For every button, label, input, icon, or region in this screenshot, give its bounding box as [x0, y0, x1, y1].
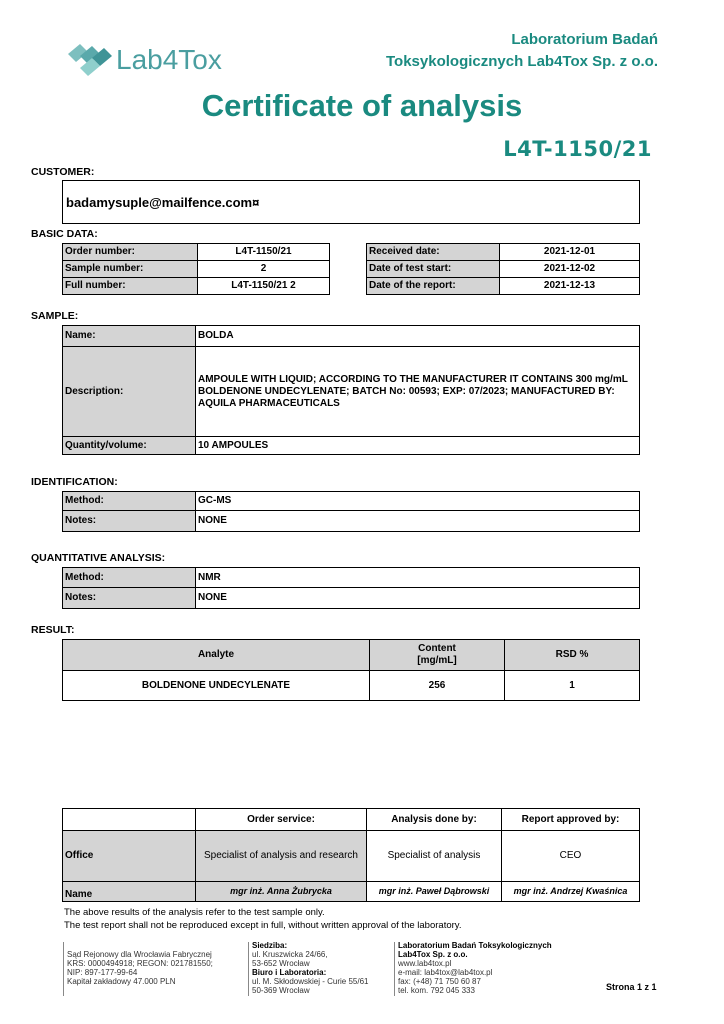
footer-lab-2: Lab4Tox Sp. z o.o. — [398, 950, 468, 959]
lab-name — [386, 29, 658, 73]
sample-description-value: AMPOULE WITH LIQUID; ACCORDING TO THE MANUFACTURER IT CONTAINS 300 mg/mL BOLDENONE UNDECYLENATE; BATCH No: 00593; EXP: 07/2023; MANUFACTURED BY: AQUILA PHARMACEUTICALS — [196, 347, 640, 437]
customer-heading: CUSTOMER: — [31, 166, 95, 178]
footer-court-2: KRS: 0000494918; REGON: 021781550; — [67, 959, 213, 968]
full-number-value: L4T-1150/21 2 — [198, 278, 330, 295]
test-start-label: Date of test start: — [367, 261, 500, 278]
footer-lab-1: Laboratorium Badań Toksykologicznych — [398, 941, 552, 950]
sample-table — [62, 325, 640, 455]
identification-method-label: Method: — [63, 492, 196, 511]
identification-table — [62, 491, 640, 532]
quantitative-notes-value: NONE — [196, 588, 640, 609]
footer-lab-info — [398, 941, 552, 995]
customer-box — [62, 180, 640, 224]
footer-address-info — [252, 941, 369, 995]
result-table — [62, 639, 640, 701]
footer-seat-1: ul. Kruszwicka 24/66, — [252, 950, 328, 959]
footer-seat-title: Siedziba: — [252, 941, 288, 950]
quantitative-method-label: Method: — [63, 568, 196, 588]
sample-number-value: 2 — [198, 261, 330, 278]
footer-lab-5: fax: (+48) 71 750 60 87 — [398, 977, 481, 986]
logo-icon — [66, 42, 116, 78]
basic-data-left-table — [62, 243, 330, 295]
certificate-number: L4T-1150/21 — [503, 137, 652, 161]
result-rsd-value: 1 — [505, 671, 640, 701]
basic-data-heading: BASIC DATA: — [31, 228, 98, 240]
footer-court-3: NIP: 897-177-99-64 — [67, 968, 138, 977]
result-analyte-header: Analyte — [63, 640, 370, 671]
sample-number-label: Sample number: — [63, 261, 198, 278]
footer-court-1: Sąd Rejonowy dla Wrocławia Fabrycznej — [67, 950, 212, 959]
signatures-table — [62, 808, 640, 902]
full-number-label: Full number: — [63, 278, 198, 295]
result-rsd-header: RSD % — [505, 640, 640, 671]
footer-divider-2 — [248, 942, 249, 996]
logo-text: Lab4Tox — [116, 44, 222, 75]
sample-heading: SAMPLE: — [31, 310, 79, 322]
basic-data-right-table — [366, 243, 640, 295]
disclaimer-line1: The above results of the analysis refer to the test sample only. — [64, 907, 325, 918]
name-analysis-value: mgr inż. Paweł Dąbrowski — [367, 882, 502, 902]
analysis-done-header: Analysis done by: — [367, 809, 502, 831]
page-number: Strona 1 z 1 — [606, 982, 657, 992]
result-content-header-line2: [mg/mL] — [417, 655, 457, 666]
signatures-corner — [63, 809, 196, 831]
test-start-value: 2021-12-02 — [500, 261, 640, 278]
identification-heading: IDENTIFICATION: — [31, 476, 118, 488]
quantitative-notes-label: Notes: — [63, 588, 196, 609]
customer-value: badamysuple@mailfence.com¤ — [66, 195, 260, 210]
footer-divider-3 — [394, 942, 395, 996]
sample-quantity-label: Quantity/volume: — [63, 437, 196, 455]
report-date-value: 2021-12-13 — [500, 278, 640, 295]
identification-notes-value: NONE — [196, 511, 640, 532]
lab-name-line2: Toksykologicznych Lab4Tox Sp. z o.o. — [386, 53, 658, 70]
order-number-value: L4T-1150/21 — [198, 244, 330, 261]
footer-lab-4: e-mail: lab4tox@lab4tox.pl — [398, 968, 493, 977]
received-date-value: 2021-12-01 — [500, 244, 640, 261]
received-date-label: Received date: — [367, 244, 500, 261]
page-title: Certificate of analysis — [201, 88, 523, 123]
identification-method-value: GC-MS — [196, 492, 640, 511]
disclaimer-line2: The test report shall not be reproduced except in full, without written approval of the laboratory. — [64, 920, 462, 931]
sample-description-label: Description: — [63, 347, 196, 437]
order-number-label: Order number: — [63, 244, 198, 261]
sample-name-value: BOLDA — [196, 326, 640, 347]
footer-court-4: Kapitał zakładowy 47.000 PLN — [67, 977, 176, 986]
footer-lab-3: www.lab4tox.pl — [398, 959, 452, 968]
office-label: Office — [63, 831, 196, 882]
sample-name-label: Name: — [63, 326, 196, 347]
office-order-value: Specialist of analysis and research — [196, 831, 367, 882]
identification-notes-label: Notes: — [63, 511, 196, 532]
office-approved-value: CEO — [502, 831, 640, 882]
footer-court-info — [67, 950, 213, 986]
footer-office-1: ul. M. Skłodowskiej - Curie 55/61 — [252, 977, 369, 986]
logo — [66, 42, 226, 82]
lab-name-line1: Laboratorium Badań — [511, 31, 658, 48]
result-content-header-line1: Content — [418, 643, 456, 654]
quantitative-table — [62, 567, 640, 609]
footer-lab-6: tel. kom. 792 045 333 — [398, 986, 475, 995]
name-approved-value: mgr inż. Andrzej Kwaśnica — [502, 882, 640, 902]
result-content-header — [370, 640, 505, 671]
footer-divider-1 — [63, 942, 64, 996]
footer-seat-2: 53-652 Wrocław — [252, 959, 310, 968]
quantitative-method-value: NMR — [196, 568, 640, 588]
order-service-header: Order service: — [196, 809, 367, 831]
result-heading: RESULT: — [31, 624, 75, 636]
report-approved-header: Report approved by: — [502, 809, 640, 831]
disclaimer — [64, 906, 461, 932]
quantitative-heading: QUANTITATIVE ANALYSIS: — [31, 552, 166, 564]
result-content-value: 256 — [370, 671, 505, 701]
footer-office-2: 50-369 Wrocław — [252, 986, 310, 995]
name-label: Name — [63, 882, 196, 902]
report-date-label: Date of the report: — [367, 278, 500, 295]
footer-office-title: Biuro i Laboratoria: — [252, 968, 327, 977]
name-order-value: mgr inż. Anna Żubrycka — [196, 882, 367, 902]
result-analyte-value: BOLDENONE UNDECYLENATE — [63, 671, 370, 701]
sample-quantity-value: 10 AMPOULES — [196, 437, 640, 455]
office-analysis-value: Specialist of analysis — [367, 831, 502, 882]
